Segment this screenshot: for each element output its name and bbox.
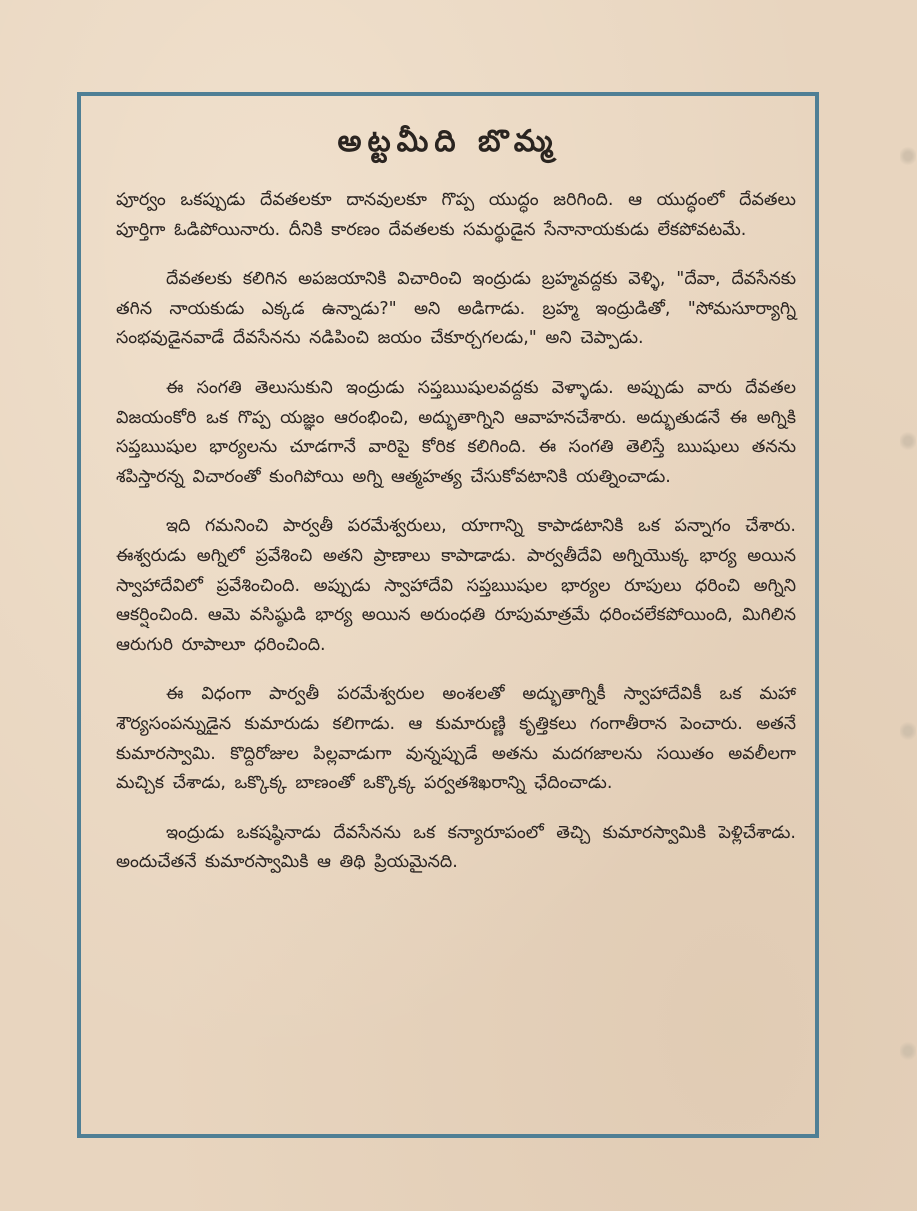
page-edge-mark — [900, 430, 916, 452]
paragraph-1: పూర్వం ఒకప్పుడు దేవతలకూ దానవులకూ గొప్ప యుద్ధం జరిగింది. ఆ యుద్ధంలో దేవతలు పూర్తిగా ఓడిపోయినారు. దీనికి కారణం దేవతలకు సమర్థుడైన సేనానాయకుడు లేకపోవటమే. — [116, 190, 796, 240]
paragraph-4: ఇది గమనించి పార్వతీ పరమేశ్వరులు, యాగాన్ని కాపాడటానికి ఒక పన్నాగం చేశారు. ఈశ్వరుడు అగ్నిలో ప్రవేశించి అతని ప్రాణాలు కాపాడాడు. పార్వతీదేవి అగ్నియొక్క భార్య అయిన స్వాహాదేవిలో ప్రవేశించింది. అప్పుడు స్వాహాదేవి సప్తఋషుల భార్యల రూపులు ధరించి అగ్నిని ఆకర్షించింది. ఆమె వసిష్ఠుడి భార్య అయిన అరుంధతి రూపుమాత్రమే ధరించలేకపోయింది, మిగిలిన ఆరుగురి రూపాలూ ధరించింది. — [116, 516, 796, 655]
paragraph-2: దేవతలకు కలిగిన అపజయానికి విచారించి ఇంద్రుడు బ్రహ్మవద్దకు వెళ్ళి, "దేవా, దేవసేనకు తగిన నాయకుడు ఎక్కడ ఉన్నాడు?" అని అడిగాడు. బ్రహ్మ ఇంద్రుడితో, "సోమసూర్యాగ్ని సంభవుడైనవాడే దేవసేనను నడిపించి జయం చేకూర్చగలడు," అని చెప్పాడు. — [116, 269, 796, 349]
page-title: అట్టమీది బొమ్మ — [337, 124, 559, 159]
page-edge-mark — [900, 720, 916, 742]
story-body — [116, 186, 796, 898]
paragraph-6: ఇంద్రుడు ఒకషష్ఠినాడు దేవసేనను ఒక కన్యారూపంలో తెచ్చి కుమారస్వామికి పెళ్లిచేశాడు. అందుచేతనే కుమారస్వామికి ఆ తిథి ప్రియమైనది. — [116, 822, 796, 873]
page-edge-mark — [900, 145, 916, 167]
paragraph-3: ఈ సంగతి తెలుసుకుని ఇంద్రుడు సప్తఋషులవద్దకు వెళ్ళాడు. అప్పుడు వారు దేవతల విజయంకోరి ఒక గొప్ప యజ్ఞం ఆరంభించి, అద్భుతాగ్నిని ఆవాహనచేశారు. అద్భుతుడనే ఈ అగ్నికి సప్తఋషుల భార్యలను చూడగానే వారిపై కోరిక కలిగింది. ఈ సంగతి తెలిస్తే ఋషులు తనను శపిస్తారన్న విచారంతో కుంగిపోయి అగ్ని ఆత్మహత్య చేసుకోవటానికి యత్నించాడు. — [116, 377, 796, 487]
paragraph-5: ఈ విధంగా పార్వతీ పరమేశ్వరుల అంశలతో అద్భుతాగ్నికీ స్వాహాదేవికీ ఒక మహా శౌర్యసంపన్నుడైన కుమారుడు కలిగాడు. ఆ కుమారుణ్ణి కృత్తికలు గంగాతీరాన పెంచారు. అతనే కుమారస్వామి. కొద్దిరోజుల పిల్లవాడుగా వున్నప్పుడే అతను మదగజాలను సయితం అవలీలగా మచ్చిక చేశాడు, ఒక్కొక్క బాణంతో ఒక్కొక్క పర్వతశిఖరాన్ని ఛేదించాడు. — [116, 684, 796, 794]
page-edge-mark — [900, 1040, 916, 1062]
